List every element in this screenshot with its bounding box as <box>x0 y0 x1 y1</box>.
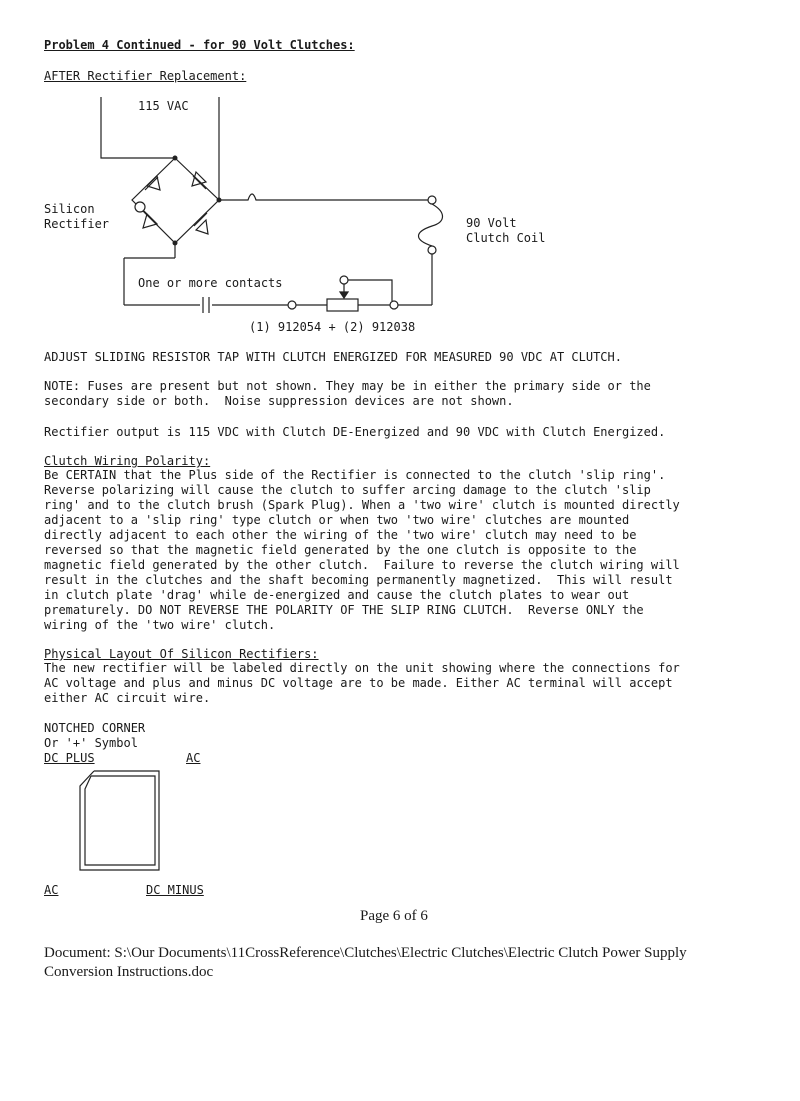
polarity-paragraph <box>44 468 744 633</box>
adjust-instruction: ADJUST SLIDING RESISTOR TAP WITH CLUTCH ENERGIZED FOR MEASURED 90 VDC AT CLUTCH. <box>44 350 622 364</box>
note-line: NOTE: Fuses are present but not shown. They may be in either the primary side or the <box>44 379 651 393</box>
page-heading: Problem 4 Continued - for 90 Volt Clutches: <box>44 38 355 52</box>
coil-label-line1: 90 Volt <box>466 216 517 230</box>
layout-line: AC voltage and plus and minus DC voltage are to be made. Either AC terminal will accept <box>44 676 673 690</box>
contacts-label: One or more contacts <box>138 276 283 290</box>
polarity-line: wiring of the 'two wire' clutch. <box>44 618 276 632</box>
polarity-line: result in the clutches and the shaft becoming permanently magnetized. This will result <box>44 573 673 587</box>
note-line: secondary side or both. Noise suppression devices are not shown. <box>44 394 514 408</box>
dc-plus-label: DC PLUS <box>44 751 95 765</box>
note-paragraph <box>44 379 744 409</box>
rectifier-label-line1: Silicon <box>44 202 95 216</box>
ac-bottom-label: AC <box>44 883 59 897</box>
notched-corner-label: NOTCHED CORNER <box>44 721 146 735</box>
dc-minus-label: DC MINUS <box>146 883 204 897</box>
polarity-line: magnetic field generated by the other clutch. Failure to reverse the clutch wiring will <box>44 558 680 572</box>
resistor-terminal-right <box>390 301 398 309</box>
diode-bottom-right <box>194 213 208 234</box>
layout-paragraph <box>44 661 744 706</box>
document-path-line2: Conversion Instructions.doc <box>44 964 214 980</box>
rectifier-label-line2: Rectifier <box>44 217 110 231</box>
plus-symbol-label: Or '+' Symbol <box>44 736 138 750</box>
diode-top-left <box>145 176 160 190</box>
clutch-coil <box>419 204 443 246</box>
layout-line: The new rectifier will be labeled directly on the unit showing where the connections for <box>44 661 680 675</box>
ac-voltage-label: 115 VAC <box>138 99 189 113</box>
polarity-line: Reverse polarizing will cause the clutch to suffer arcing damage to the clutch 'slip <box>44 483 651 497</box>
polarity-line: ring' and to the clutch brush (Spark Plug). When a 'two wire' clutch is mounted directly <box>44 498 680 512</box>
rectifier-layout-outline <box>80 771 159 870</box>
polarity-line: reversed so that the magnetic field generated by the one clutch is opposite to the <box>44 543 637 557</box>
rectifier-notch-marker <box>135 202 145 212</box>
coil-terminal-top <box>428 196 436 204</box>
polarity-heading: Clutch Wiring Polarity: <box>44 454 211 468</box>
resistor-tap-terminal <box>340 276 348 284</box>
polarity-line: directly adjacent to each other the wiring of the 'two wire' clutch may need to be <box>44 528 637 542</box>
sliding-resistor <box>327 299 358 311</box>
dc-plus-wire <box>219 194 432 200</box>
polarity-line: adjacent to a 'slip ring' type clutch or when two 'two wire' clutches are mounted <box>44 513 630 527</box>
after-heading: AFTER Rectifier Replacement: <box>44 69 247 83</box>
coil-terminal-bottom <box>428 246 436 254</box>
part-numbers-label: (1) 912054 + (2) 912038 <box>249 320 416 334</box>
polarity-line: in clutch plate 'drag' while de-energized and cause the clutch plates to wear out <box>44 588 630 602</box>
layout-line: either AC circuit wire. <box>44 691 211 705</box>
layout-heading: Physical Layout Of Silicon Rectifiers: <box>44 647 319 661</box>
polarity-line: prematurely. DO NOT REVERSE THE POLARITY OF THE SLIP RING CLUTCH. Reverse ONLY the <box>44 603 644 617</box>
page-number: Page 6 of 6 <box>360 908 428 924</box>
bridge-outline <box>132 158 219 243</box>
coil-label-line2: Clutch Coil <box>466 231 546 245</box>
document-path-line1: Document: S:\Our Documents\11CrossReference\Clutches\Electric Clutches\Electric Clutch Power Supply <box>44 945 687 961</box>
polarity-line: Be CERTAIN that the Plus side of the Rectifier is connected to the clutch 'slip ring'. <box>44 468 666 482</box>
ac-top-label: AC <box>186 751 201 765</box>
output-statement: Rectifier output is 115 VDC with Clutch DE-Energized and 90 VDC with Clutch Energized. <box>44 425 666 439</box>
resistor-terminal-left <box>288 301 296 309</box>
